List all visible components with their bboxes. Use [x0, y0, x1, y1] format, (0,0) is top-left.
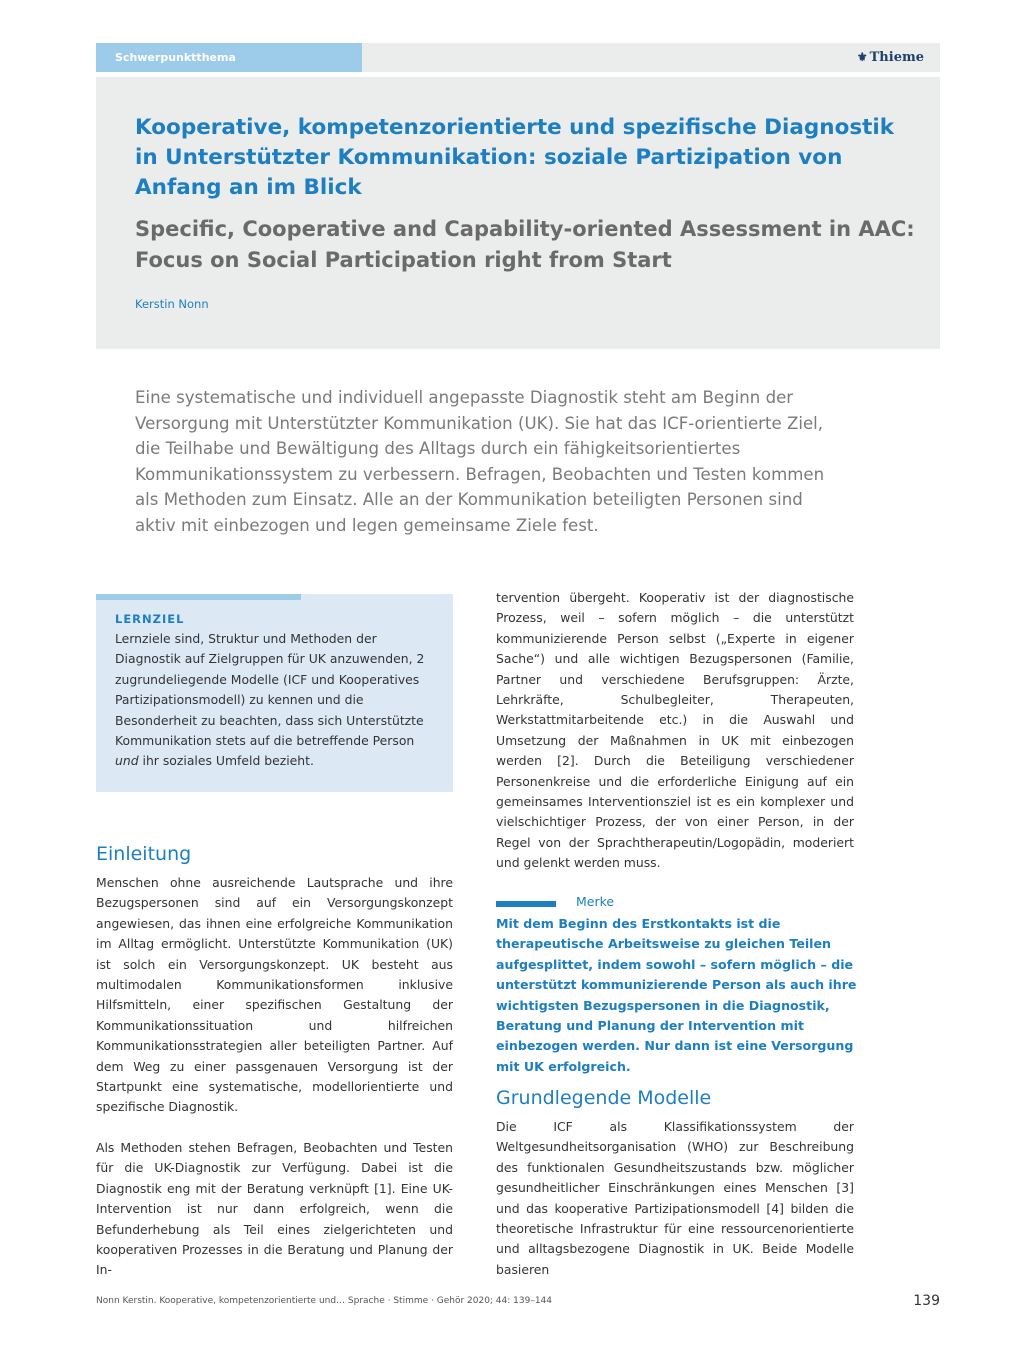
top-bar	[96, 43, 940, 72]
grundlegende-modelle-paragraph: Die ICF als Klassifikationssystem der Weltgesundheitsorganisation (WHO) zur Beschreibung des funktionalen Gesundheitszustands bzw. möglicher gesundheitlicher Einschränkungen eines Menschen [3] und das kooperative Partizipationsmodell [4] bilden die theoretische Infrastruktur für eine ressourcenorientierte und alltagsbezogene Diagnostik in UK. Beide Modelle basieren	[496, 1119, 854, 1277]
learning-goal-text: Lernziele sind, Struktur und Methoden der Diagnostik auf Zielgruppen für UK anzuwenden, 2 zugrundeliegende Modelle (ICF und Kooperatives Partizipationsmodell) zu kennen und die Besonderheit zu beachten, dass sich Unterstützte Kommunikation stets auf die betreffende Person und ihr soziales Umfeld bezieht.	[115, 631, 425, 769]
learning-goal-box	[96, 594, 453, 792]
publisher-name: Thieme	[869, 50, 924, 65]
publisher-logo	[857, 43, 924, 72]
merke-text: Mit dem Beginn des Erstkontakts ist die therapeutische Arbeitsweise zu gleichen Teilen aufgesplittet, indem sowohl – sofern möglich – die unterstützt kommunizierende Person als auch ihre wichtigsten Bezugspersonen in die Diagnostik, Beratung und Planung der Intervention mit einbezogen werden. Nur dann ist eine Versorgung mit UK erfolgreich.	[496, 916, 857, 1074]
einleitung-body	[96, 873, 453, 1281]
section-heading-einleitung: Einleitung	[96, 843, 192, 865]
abstract: Eine systematische und individuell angepasste Diagnostik steht am Beginn der Versorgung mit Unterstützter Kommunikation (UK). Sie hat das ICF-orientierte Ziel, die Teilhabe und Bewältigung des Alltags durch ein fähigkeitsorientiertes Kommunikationssystem zu verbessern. Befragen, Beobachten und Testen kommen als Methoden zum Einsatz. Alle an der Kommunikation beteiligten Personen sind aktiv mit einbezogen und legen gemeinsame Ziele fest.	[135, 388, 825, 535]
article-header	[96, 77, 940, 349]
title-german: Kooperative, kompetenzorientierte und spezifische Diagnostik in Unterstützter Kommunikation: soziale Partizipation von Anfang an im Blick	[135, 115, 895, 200]
merke-accent-bar	[496, 901, 556, 907]
section-heading-grundlegende-modelle: Grundlegende Modelle	[496, 1087, 712, 1109]
einleitung-paragraph-2: Als Methoden stehen Befragen, Beobachten und Testen für die UK-Diagnostik zur Verfügung. Dabei ist die Diagnostik eng mit der Beratung verknüpft [1]. Eine UK-Intervention ist nur dann erfolgreich, wenn die Befunderhebung als Teil eines zielgerichteten und kooperativen Prozesses in die Beratung und Planung der In-	[96, 1139, 453, 1278]
right-column-continuation	[496, 588, 854, 874]
continuation-paragraph: tervention übergeht. Kooperativ ist der diagnostische Prozess, weil – sofern möglich – die unterstützt kommunizierende Person selbst („Experte in eigener Sache“) und alle wichtigen Bezugspersonen (Familie, Partner und verschiedene Berufsgruppen: Ärzte, Lehrkräfte, Schulbegleiter, Therapeuten, Werkstattmitarbeitende etc.) in die Auswahl und Umsetzung der Maßnahmen in UK mit einbezogen werden [2]. Durch die Beteiligung verschiedener Personenkreise und die erforderliche Einigung auf ein gemeinsames Interventionsziel ist es ein komplexer und vielschichtiger Prozess, der von einer Person, in der Regel von der Sprachtherapeutin/Logopädin, moderiert und gelenkt werden muss.	[496, 590, 854, 871]
einleitung-paragraph-1: Menschen ohne ausreichende Lautsprache und ihre Bezugspersonen sind auf ein Versorgungskonzept angewiesen, das ihnen eine erfolgreiche Kommunikation im Alltag ermöglicht. Unterstützte Kommunikation (UK) ist solch ein Versorgungskonzept. UK besteht aus multimodalen Kommunikationsformen inklusive Hilfsmitteln, einer spezifischen Gestaltung der Kommunikationssituation und hilfreichen Kommunikationsstrategien aller beteiligten Partner. Auf dem Weg zu einer passgenauen Versorgung ist der Startpunkt eine systematische, modellorientierte und spezifische Diagnostik.	[96, 875, 453, 1115]
author: Kerstin Nonn	[135, 297, 209, 311]
page-number: 139	[913, 1293, 940, 1309]
grundlegende-modelle-body	[496, 1117, 854, 1280]
footer-citation: Nonn Kerstin. Kooperative, kompetenzorientierte und… Sprache · Stimme · Gehör 2020; 44: 139–144	[96, 1296, 553, 1306]
learning-goal-heading: LERNZIEL	[115, 612, 185, 626]
learning-goal-emphasis: und	[115, 753, 139, 769]
title-english: Specific, Cooperative and Capability-oriented Assessment in AAC: Focus on Social Participation right from Start	[135, 217, 915, 272]
crest-icon: ⚜	[856, 50, 868, 64]
learning-goal-accent-bar	[96, 594, 301, 600]
section-tag: Schwerpunktthema	[96, 43, 362, 72]
merke-heading: Merke	[576, 894, 615, 909]
